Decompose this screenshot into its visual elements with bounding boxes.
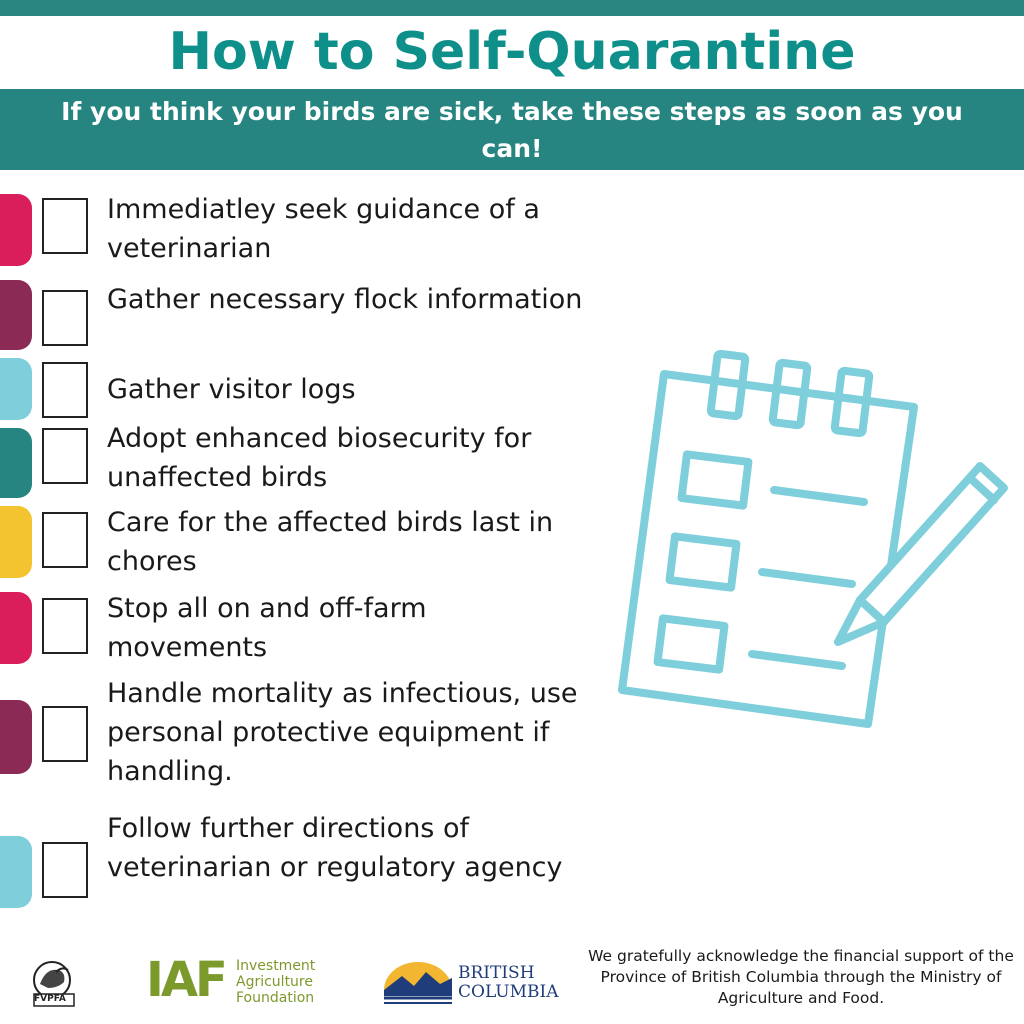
subtitle-text: If you think your birds are sick, take these steps as soon as you can! [61, 96, 963, 163]
footer [0, 940, 1024, 1024]
checklist-item [0, 356, 600, 422]
checklist-item [0, 422, 600, 502]
iaf-logo-words [236, 958, 356, 1006]
item-text: Immediatley seek guidance of a veterinarian [107, 194, 540, 264]
item-text: Gather visitor logs [107, 374, 356, 405]
bc-line-2: COLUMBIA [458, 982, 559, 1002]
color-tab [0, 280, 32, 350]
checkbox[interactable] [42, 598, 88, 654]
iaf-logo-mark: IAF [146, 952, 225, 1008]
color-tab [0, 506, 32, 578]
checklist-item [0, 672, 600, 802]
checkbox[interactable] [42, 842, 88, 898]
checklist-item [0, 276, 600, 358]
iaf-line-3: Foundation [236, 990, 315, 1006]
checkbox[interactable] [42, 198, 88, 254]
notepad-checklist-pencil-icon [600, 340, 1024, 740]
color-tab [0, 428, 32, 498]
item-text: Adopt enhanced biosecurity for unaffected birds [107, 423, 532, 493]
checkbox[interactable] [42, 290, 88, 346]
iaf-line-2: Agriculture [236, 974, 313, 990]
top-accent-bar [0, 0, 1024, 16]
checklist-item [0, 186, 600, 276]
acknowledgement-text: We gratefully acknowledge the financial support of the Province of British Columbia through the Ministry of Agriculture and Food. [588, 947, 1014, 1007]
item-text: Follow further directions of veterinarian or regulatory agency [107, 813, 563, 883]
checkbox[interactable] [42, 362, 88, 418]
color-tab [0, 592, 32, 664]
color-tab [0, 836, 32, 908]
item-text: Gather necessary flock information [107, 284, 583, 315]
item-text: Stop all on and off-farm movements [107, 593, 427, 663]
checklist-item [0, 502, 600, 588]
bc-sun-mountains-icon [380, 960, 456, 1010]
checklist-item [0, 588, 600, 670]
color-tab [0, 700, 32, 774]
iaf-line-1: Investment [236, 958, 316, 974]
bc-line-1: BRITISH [458, 963, 535, 983]
british-columbia-logo [380, 956, 560, 1016]
color-tab [0, 358, 32, 420]
checkbox[interactable] [42, 706, 88, 762]
checklist-item [0, 808, 600, 936]
checkbox[interactable] [42, 512, 88, 568]
page-title: How to Self-Quarantine [168, 22, 856, 82]
fvpfa-logo-text: FVPFA [34, 994, 66, 1004]
checkbox[interactable] [42, 428, 88, 484]
subtitle-banner [0, 89, 1024, 170]
bc-logo-text [458, 964, 559, 1002]
item-text: Handle mortality as infectious, use personal protective equipment if handling. [107, 678, 578, 787]
color-tab [0, 194, 32, 266]
item-text: Care for the affected birds last in chores [107, 507, 554, 577]
